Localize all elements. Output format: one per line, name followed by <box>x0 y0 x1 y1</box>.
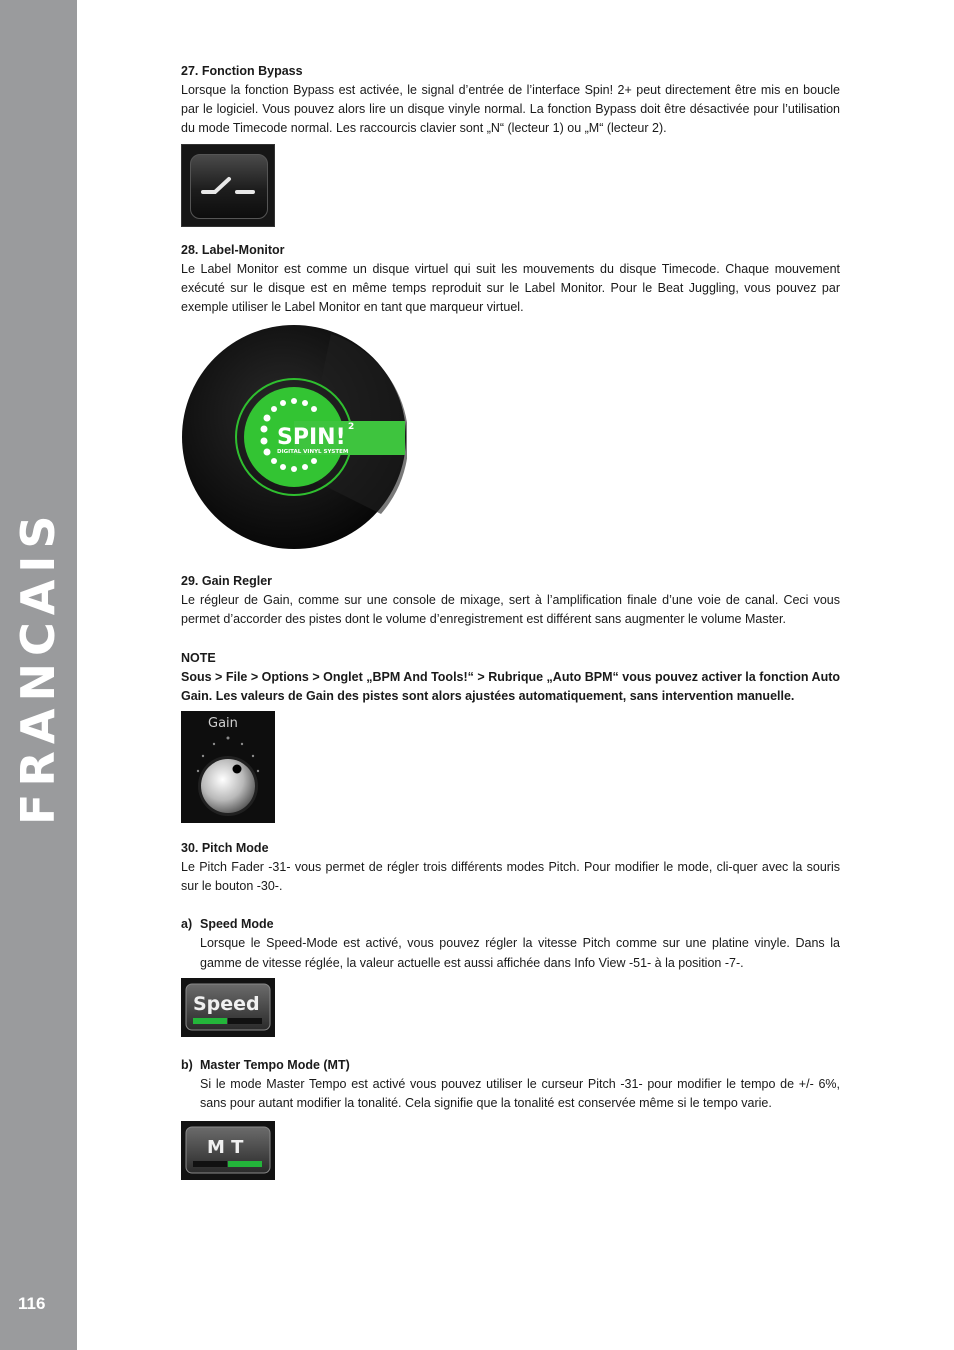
language-title: FRANCAIS <box>11 508 65 825</box>
speed-mode-body: Lorsque le Speed-Mode est activé, vous pouvez régler la vitesse Pitch comme sur une platine vinyle. Dans la gamme de vitesse réglée, la valeur actuelle est aussi affichée dans Info View -51- à la position -7-. <box>200 936 840 970</box>
bypass-button-image <box>181 144 275 227</box>
spin-logo-subtitle: DIGITAL VINYL SYSTEM <box>277 449 349 456</box>
master-tempo-heading: b) Master Tempo Mode (MT) <box>181 1057 350 1072</box>
mt-button-image <box>181 1121 275 1180</box>
section-28-heading: 28. Label-Monitor <box>181 242 285 257</box>
gain-knob-label: Gain <box>208 716 238 732</box>
speed-button-label: Speed <box>193 992 260 1015</box>
master-tempo-body: Si le mode Master Tempo est activé vous pouvez utiliser le curseur Pitch -31- pour modifier le tempo de +/- 6%, sans pour autant modifier la tonalité. Cela signifie que la tonalité est conservée même si le tempo varie. <box>200 1076 840 1111</box>
sidebar-band <box>0 0 77 1350</box>
section-29-heading: 29. Gain Regler <box>181 574 273 589</box>
gain-knob-image <box>181 711 275 823</box>
speed-button-image <box>181 978 275 1037</box>
mt-button-label: M T <box>207 1137 244 1159</box>
section-28-body: Le Label Monitor est comme un disque virtuel qui suit les mouvements du disque Timecode. Chaque mouvement exécuté sur le disque est en même temps reproduit sur le Label Monitor. Pour le Beat Juggling, vous pouvez par exemple utiliser le Label Monitor en tant que marqueur virtuel. <box>181 261 840 315</box>
note-body: Sous > File > Options > Onglet „BPM And Tools!“ > Rubrique „Auto BPM“ vous pouvez activer la fonction Auto Gain. Les valeurs de Gain des pistes sont alors ajustées automatiquement, sans intervention manuelle. <box>181 669 840 703</box>
section-27-body: Lorsque la fonction Bypass est activée, le signal d’entrée de l’interface Spin! 2+ peut directement être mis en boucle par le logiciel. Vous pouvez alors lire un disque vinyle normal. La fonction Bypass doit être désactivée pour l’utilisation du mode Timecode normal. Les raccourcis clavier sont „N“ (lecteur 1) ou „M“ (lecteur 2). <box>181 83 840 136</box>
section-30-heading: 30. Pitch Mode <box>181 841 269 856</box>
section-27-heading: 27. Fonction Bypass <box>181 64 303 78</box>
page-content <box>181 62 840 1180</box>
label-monitor-image <box>181 324 407 550</box>
section-29-body: Le régleur de Gain, comme sur une console de mixage, sert à l’amplification finale d’une voie de canal. Ceci vous permet d’accorder des pistes dont le volume d’enregistrement est différent sans augmenter le volume Master. <box>181 593 840 627</box>
section-30-body: Le Pitch Fader -31- vous permet de régler trois différents modes Pitch. Pour modifier le mode, cli-quer avec la souris sur le bouton -30-. <box>181 860 840 894</box>
note-heading: NOTE <box>181 650 216 665</box>
bypass-switch-icon <box>190 154 268 219</box>
spin-logo-text: SPIN! <box>277 425 346 451</box>
page-number: 116 <box>18 1294 46 1313</box>
speed-mode-heading: a) Speed Mode <box>181 917 274 932</box>
spin-logo-superscript: 2 <box>348 422 355 433</box>
